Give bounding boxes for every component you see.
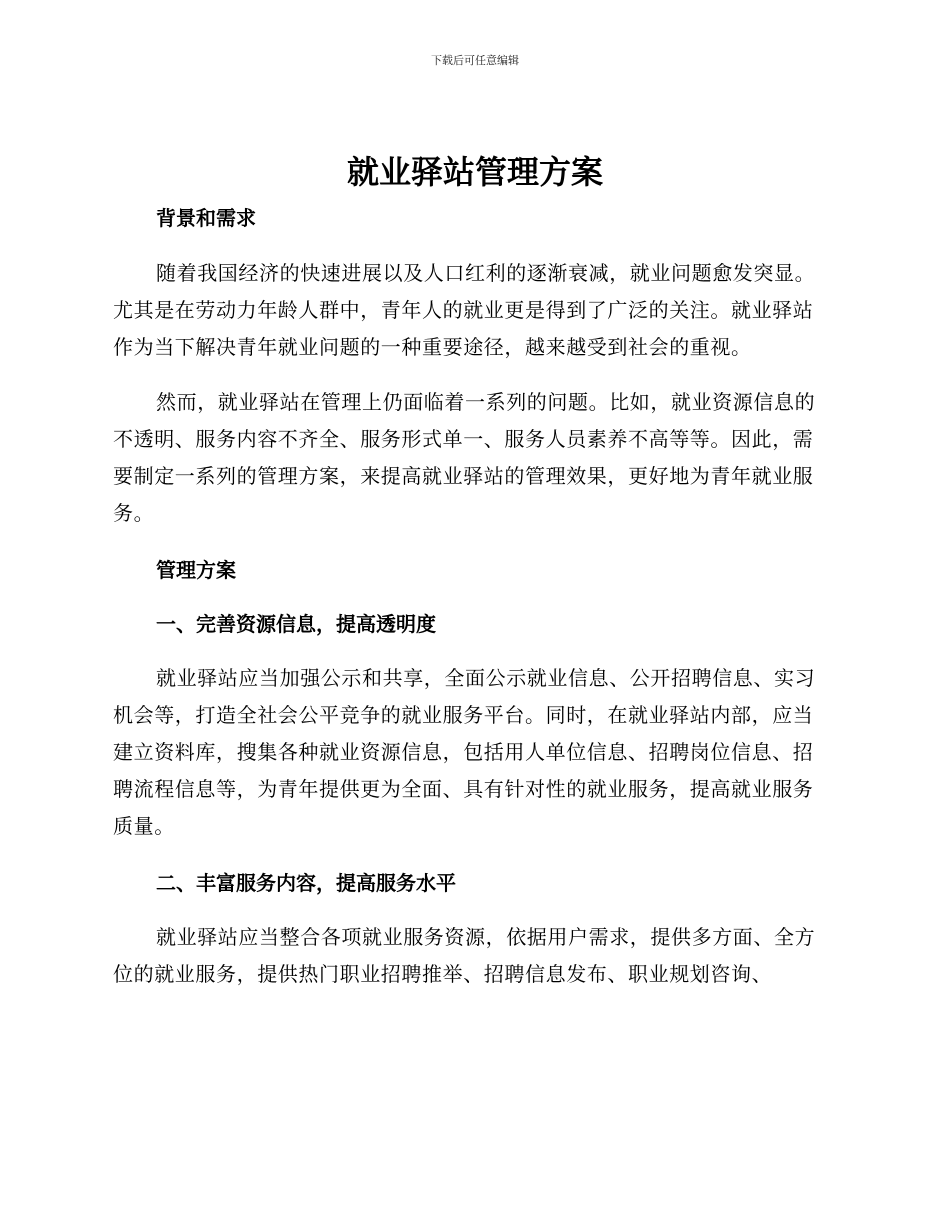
paragraph-4: 就业驿站应当整合各项就业服务资源，依据用户需求，提供多方面、全方位的就业服务，提供热门职业招聘推举、招聘信息发布、职业规划咨询、 (113, 925, 816, 986)
heading-section-1: 一、完善资源信息，提高透明度 (156, 612, 436, 636)
document-title: 就业驿站管理方案 (346, 153, 603, 191)
paragraph-2: 然而，就业驿站在管理上仍面临着一系列的问题。比如，就业资源信息的不透明、服务内容不齐全、服务形式单一、服务人员素养不高等等。因此，需要制定一系列的管理方案，来提高就业驿站的管理效果，更好地为青年就业服务。 (113, 390, 816, 525)
paragraph-3: 就业驿站应当加强公示和共享，全面公示就业信息、公开招聘信息、实习机会等，打造全社会公平竞争的就业服务平台。同时，在就业驿站内部，应当建立资料库，搜集各种就业资源信息，包括用人单位信息、招聘岗位信息、招聘流程信息等，为青年提供更为全面、具有针对性的就业服务，提高就业服务质量。 (113, 666, 816, 838)
page-header: 下载后可任意编辑 (431, 54, 519, 67)
paragraph-1: 随着我国经济的快速进展以及人口红利的逐渐衰减，就业问题愈发突显。尤其是在劳动力年龄人群中，青年人的就业更是得到了广泛的关注。就业驿站作为当下解决青年就业问题的一种重要途径，越来越受到社会的重视。 (113, 261, 816, 359)
heading-plan: 管理方案 (156, 558, 236, 582)
heading-section-2: 二、丰富服务内容，提高服务水平 (156, 871, 456, 895)
document-body (113, 202, 833, 993)
heading-background: 背景和需求 (156, 206, 256, 230)
